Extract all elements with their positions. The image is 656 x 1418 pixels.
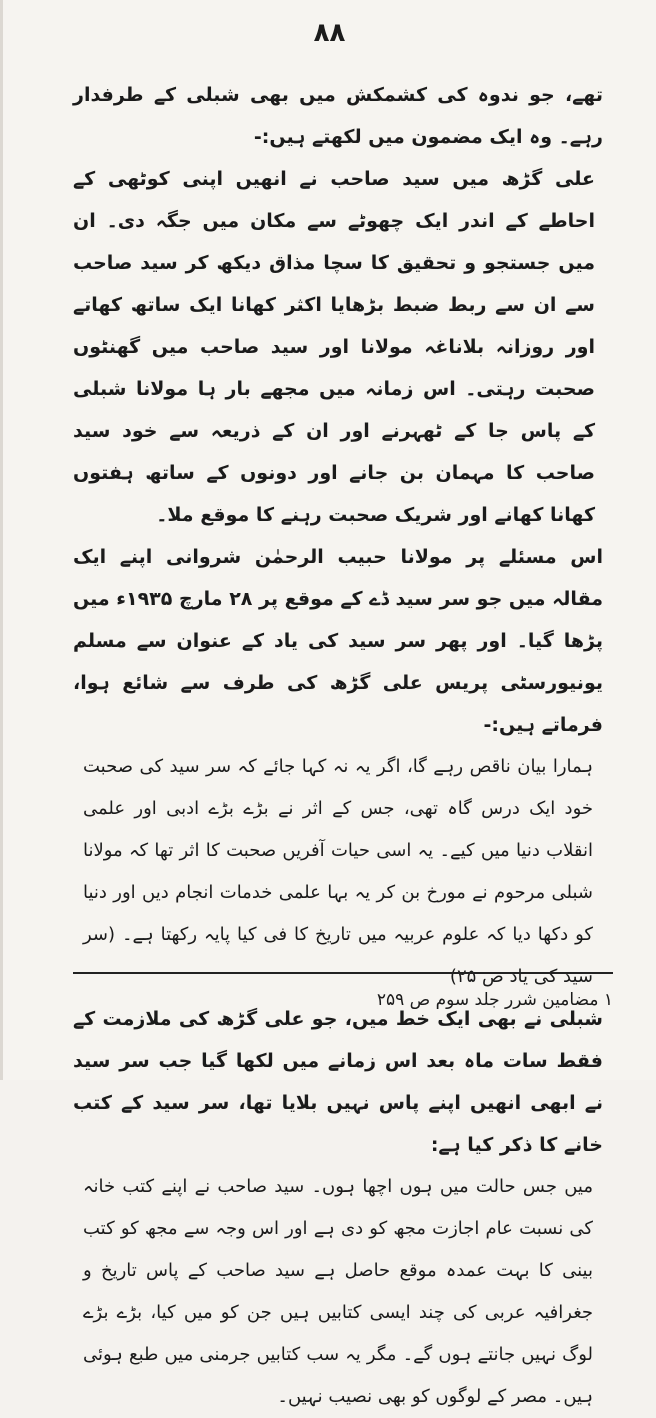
page-number: ۸۸ <box>313 18 346 48</box>
footnote-divider <box>73 972 613 974</box>
paragraph-4: شبلی نے بھی ایک خط میں، جو علی گڑھ کی ملازمت کے فقط سات ماہ بعد اس زمانے میں لکھا گیا جب سر سید نے ابھی انھیں اپنے پاس نہیں بلایا تھا، سر سید کے کتب خانے کا ذکر کیا ہے: <box>73 1008 603 1156</box>
body-text <box>73 74 603 1418</box>
quoted-paragraph-2: میں جس حالت میں ہوں اچھا ہوں۔ سید صاحب نے اپنے کتب خانہ کی نسبت عام اجازت مجھ کو دی ہے اور اس وجہ سے مجھ کو کتب بینی کا بہت عمدہ موقع حاصل ہے سید صاحب کے پاس تاریخ و جغرافیہ عربی کی چند ایسی کتابیں ہیں جن کو میں کیا، بڑے بڑے لوگ نہیں جانتے ہوں گے۔ مگر یہ سب کتابیں جرمنی میں طبع ہوئی ہیں۔ مصر کے لوگوں کو بھی نصیب نہیں۔ <box>83 1176 593 1407</box>
footnote: ۱ مضامین شرر جلد سوم ص ۲۵۹ <box>376 990 613 1010</box>
paragraph-3: اس مسئلے پر مولانا حبیب الرحمٰن شروانی اپنے ایک مقالہ میں جو سر سید ڈے کے موقع پر ۲۸ مارچ ۱۹۳۵ء میں پڑھا گیا۔ اور پھر سر سید کی یاد کے عنوان سے مسلم یونیورسٹی پریس علی گڑھ کی طرف سے شائع ہوا، فرماتے ہیں:- <box>73 546 604 736</box>
paragraph-2: علی گڑھ میں سید صاحب نے انھیں اپنی کوٹھی کے احاطے کے اندر ایک چھوٹے سے مکان میں جگہ دی۔ ان میں جستجو و تحقیق کا سچا مذاق دیکھ کر سید صاحب سے ان سے ربط ضبط بڑھایا اکثر کھانا ایک ساتھ کھاتے اور روزانہ بلاناغہ مولانا اور سید صاحب میں گھنٹوں صحبت رہتی۔ اس زمانہ میں مجھے بار ہا مولانا شبلی کے پاس جا کے ٹھہرنے اور ان کے ذریعہ سے خود سید صاحب کا مہمان بن جانے اور دونوں کے ساتھ ہفتوں کھانا کھانے اور شریک صحبت رہنے کا موقع ملا۔ <box>73 168 595 526</box>
quoted-paragraph-1: ہمارا بیان ناقص رہے گا، اگر یہ نہ کہا جائے کہ سر سید کی صحبت خود ایک درس گاہ تھی، جس کے اثر نے بڑے بڑے ادبی اور علمی انقلاب دنیا میں کیے۔ یہ اسی حیات آفریں صحبت کا اثر تھا کہ مولانا شبلی مرحوم نے مورخ بن کر یہ بہا علمی خدمات انجام دیں اور دنیا کو دکھا دیا کہ علوم عربیہ میں تاریخ کا فی کیا پایہ رکھتا ہے۔ (سر سید کی یاد ص ۲۵) <box>83 756 593 987</box>
paragraph-1: تھے، جو ندوہ کی کشمکش میں بھی شبلی کے طرفدار رہے۔ وہ ایک مضمون میں لکھتے ہیں:- <box>73 84 603 148</box>
